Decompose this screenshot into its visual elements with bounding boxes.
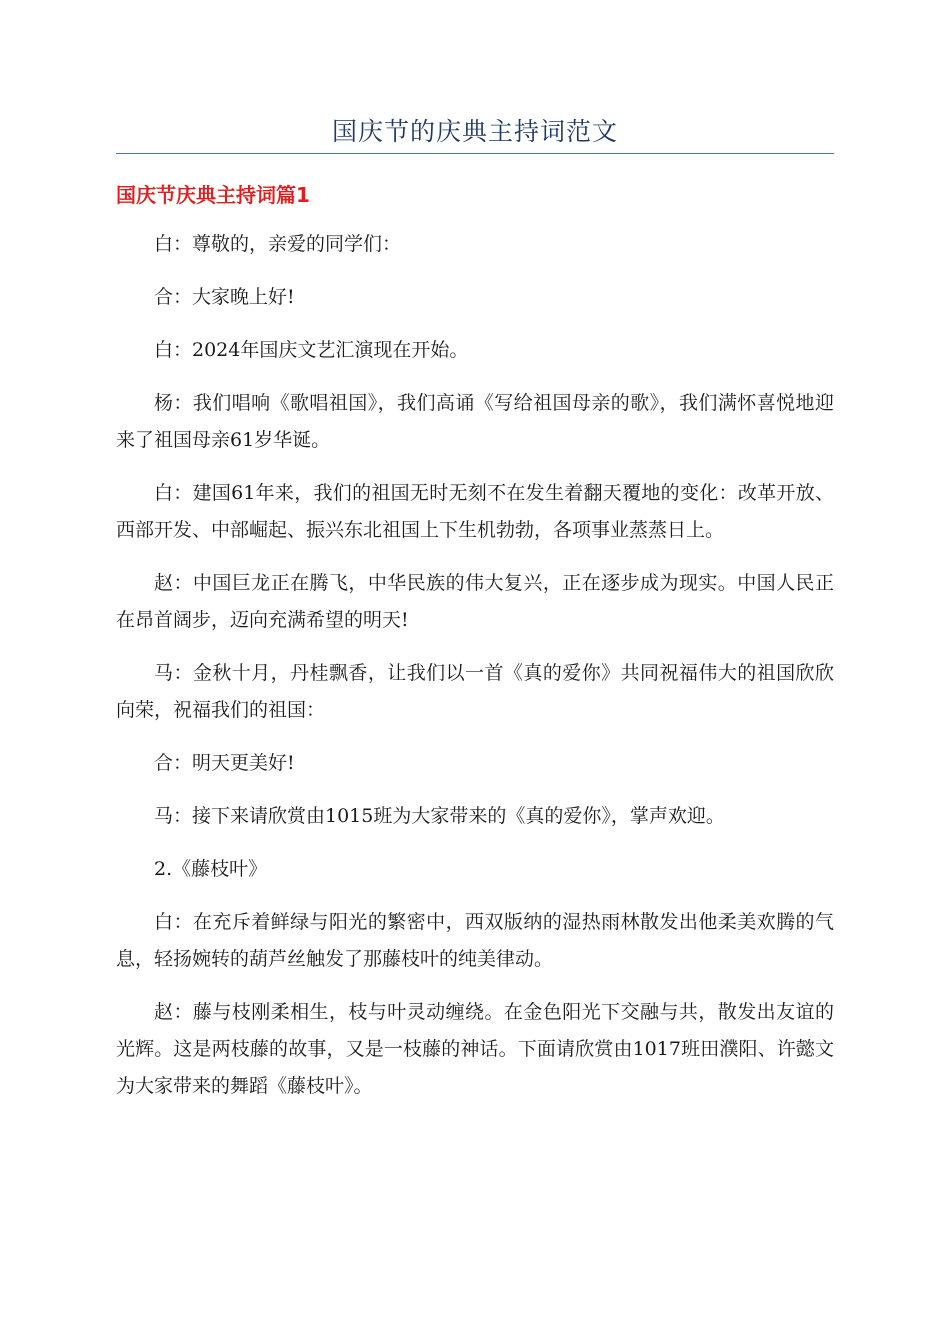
paragraph: 白：建国61年来，我们的祖国无时无刻不在发生着翻天覆地的变化：改革开放、西部开发、中部崛起、振兴东北祖国上下生机勃勃，各项事业蒸蒸日上。 — [116, 482, 834, 541]
paragraph: 白：在充斥着鲜绿与阳光的繁密中，西双版纳的湿热雨林散发出他柔美欢腾的气息，轻扬婉转的葫芦丝触发了那藤枝叶的纯美律动。 — [116, 911, 834, 970]
paragraph: 合：大家晚上好! — [154, 286, 295, 308]
paragraph: 白：2024年国庆文艺汇演现在开始。 — [154, 339, 469, 361]
section-heading: 国庆节庆典主持词篇1 — [116, 183, 310, 207]
paragraph: 合：明天更美好! — [154, 752, 295, 774]
paragraph: 2.《藤枝叶》 — [154, 858, 268, 880]
paragraph: 赵：中国巨龙正在腾飞，中华民族的伟大复兴，正在逐步成为现实。中国人民正在昂首阔步，迈向充满希望的明天! — [116, 572, 834, 631]
title-underline — [116, 153, 834, 154]
paragraph: 白：尊敬的，亲爱的同学们： — [154, 233, 402, 255]
document-title: 国庆节的庆典主持词范文 — [331, 117, 618, 146]
paragraph: 杨：我们唱响《歌唱祖国》，我们高诵《写给祖国母亲的歌》，我们满怀喜悦地迎来了祖国母亲61岁华诞。 — [116, 392, 834, 451]
paragraph: 马：金秋十月，丹桂飘香，让我们以一首《真的爱你》共同祝福伟大的祖国欣欣向荣，祝福我们的祖国： — [116, 662, 834, 721]
document-body — [116, 226, 834, 1121]
paragraph: 赵：藤与枝刚柔相生，枝与叶灵动缠绕。在金色阳光下交融与共，散发出友谊的光辉。这是两枝藤的故事，又是一枝藤的神话。下面请欣赏由1017班田濮阳、许懿文为大家带来的舞蹈《藤枝叶》。 — [116, 1001, 834, 1097]
paragraph: 马：接下来请欣赏由1015班为大家带来的《真的爱你》，掌声欢迎。 — [154, 805, 725, 827]
